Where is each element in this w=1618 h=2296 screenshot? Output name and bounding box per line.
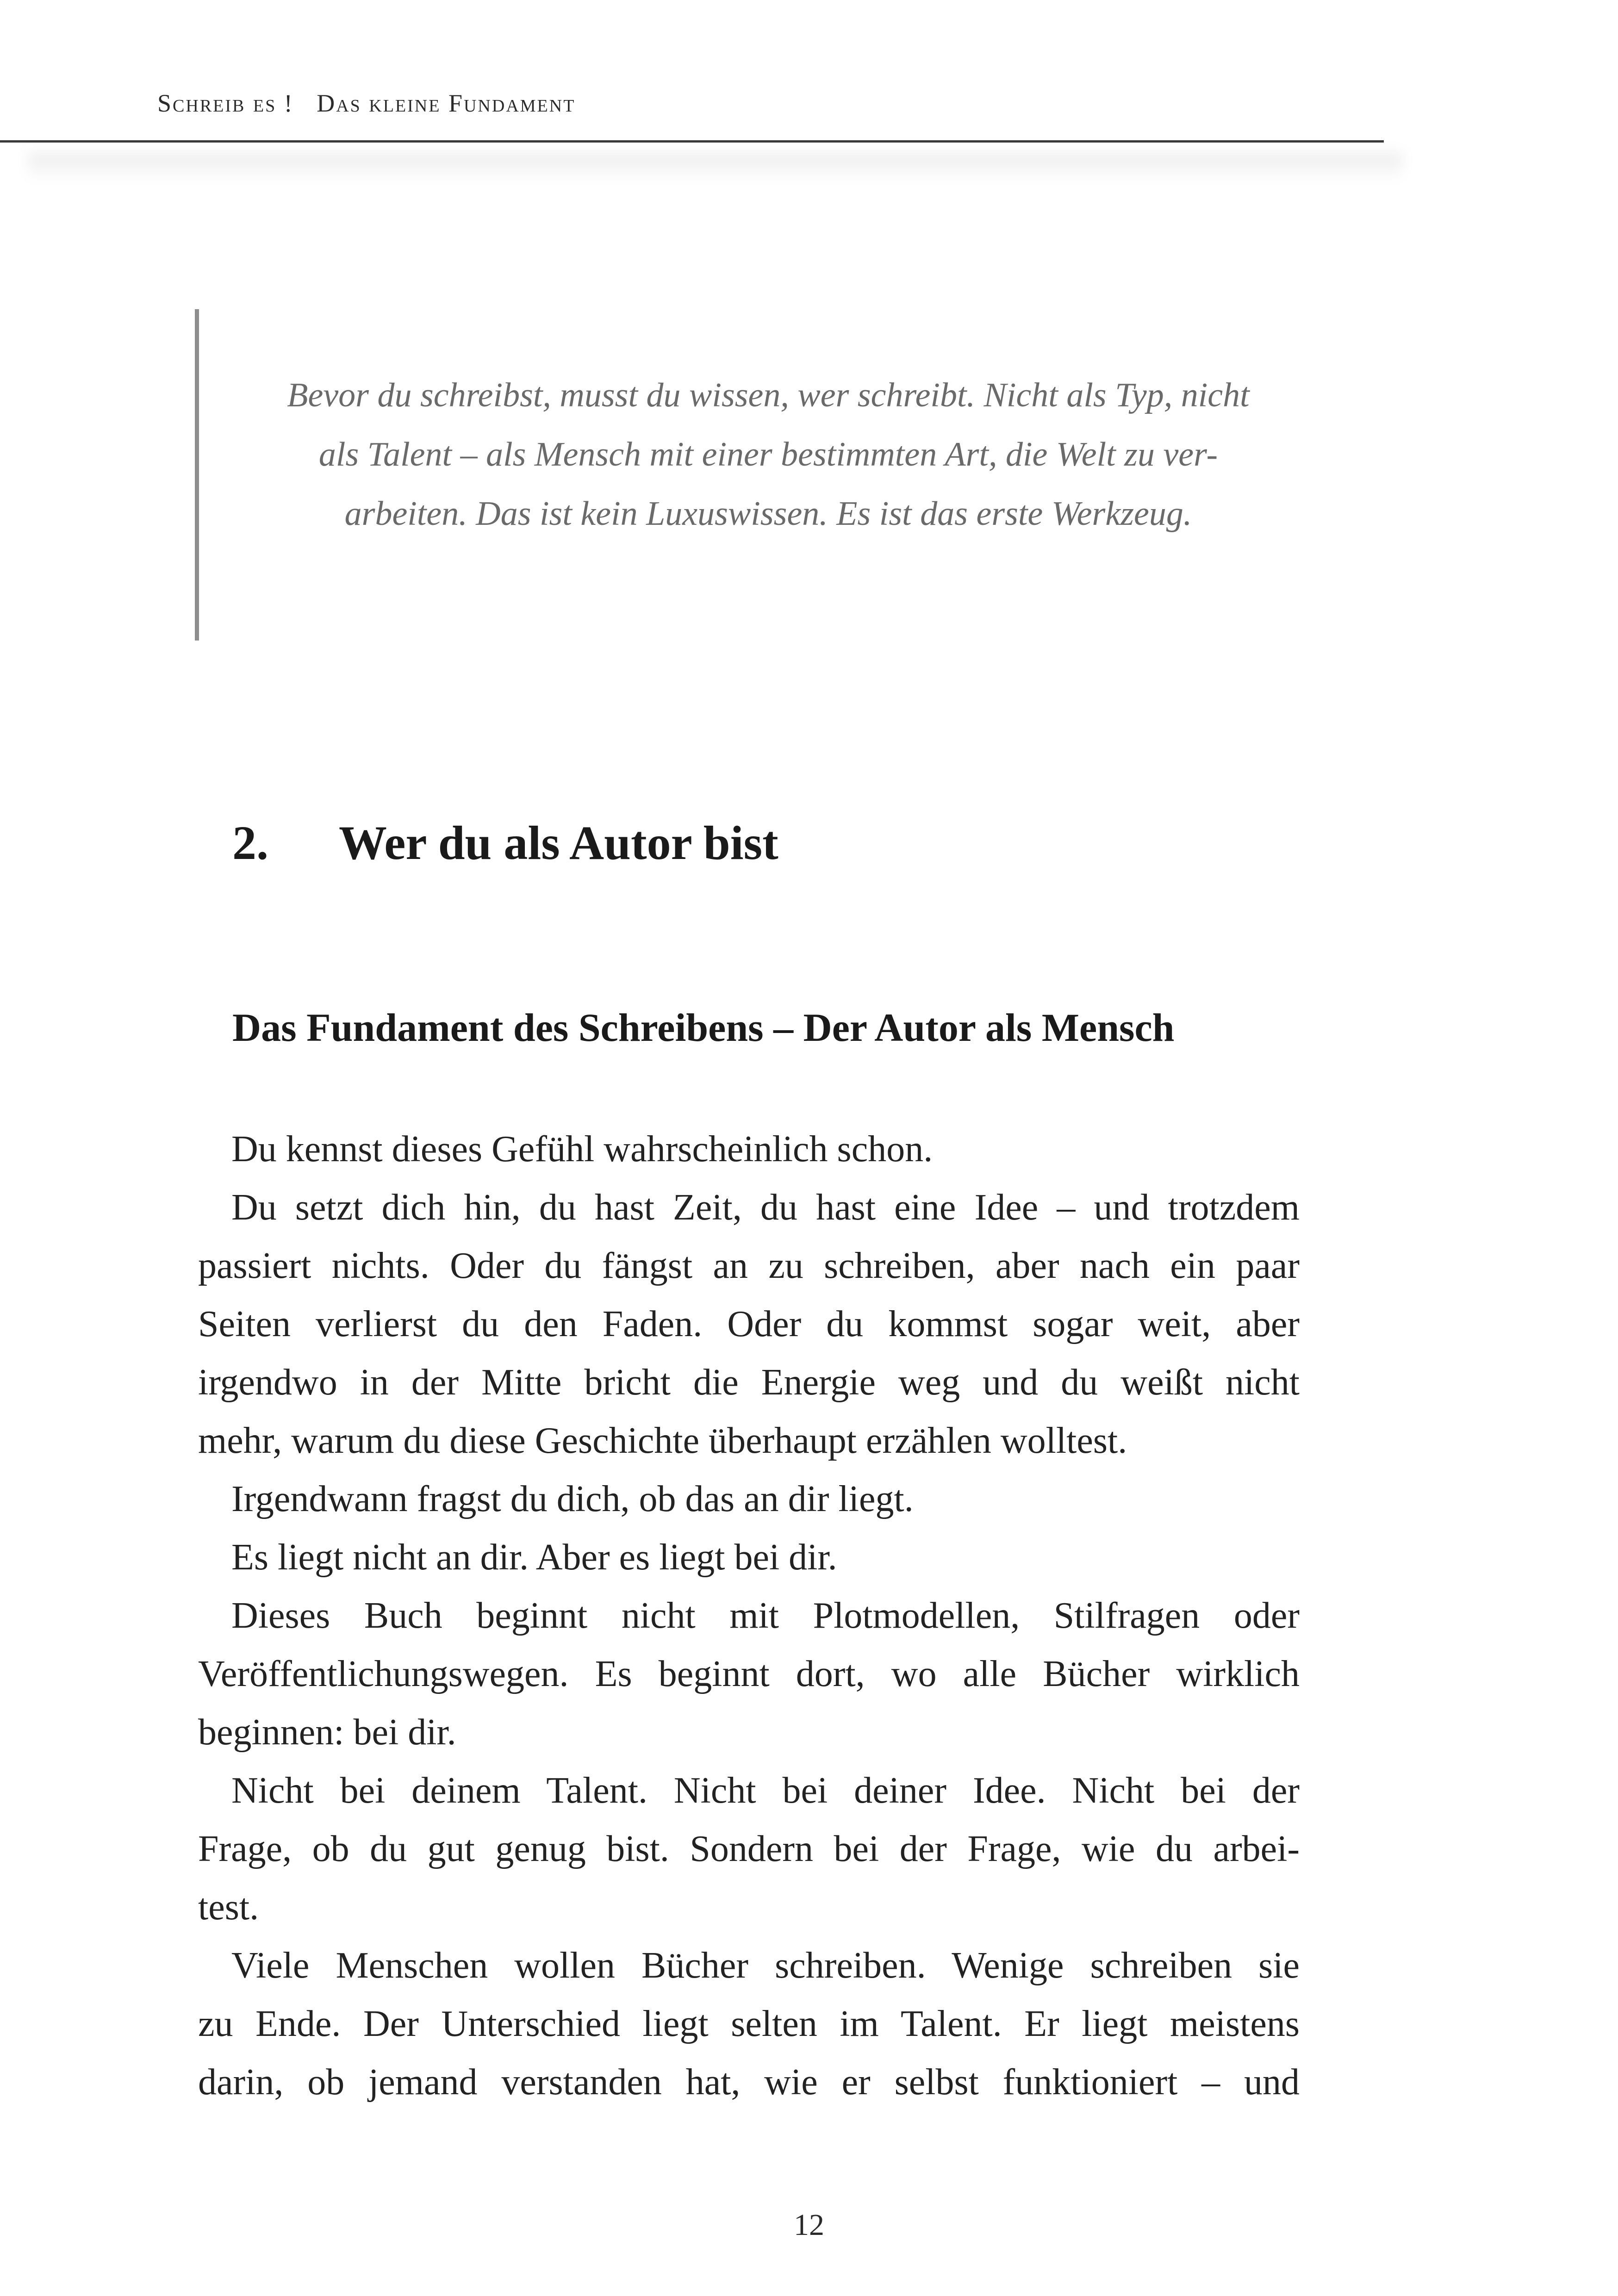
epigraph bbox=[218, 366, 1319, 543]
epigraph-line: als Talent – als Mensch mit einer bestimmten Art, die Welt zu ver- bbox=[318, 436, 1218, 473]
body-line: mehr, warum du diese Geschichte überhaupt erzählen wolltest. bbox=[198, 1420, 1127, 1461]
body-line: Seiten verlierst du den Faden. Oder du kommst sogar weit, aber bbox=[198, 1304, 1300, 1344]
body-line: Irgendwann fragst du dich, ob das an dir liegt. bbox=[231, 1479, 914, 1519]
body-line: passiert nichts. Oder du fängst an zu schreiben, aber nach ein paar bbox=[198, 1245, 1300, 1286]
section-heading: Das Fundament des Schreibens – Der Autor als Mensch bbox=[232, 1005, 1175, 1050]
body-line: test. bbox=[198, 1887, 259, 1928]
body-line: Nicht bei deinem Talent. Nicht bei deiner Idee. Nicht bei der bbox=[231, 1770, 1300, 1811]
page-number: 12 bbox=[794, 2208, 824, 2242]
epigraph-line: arbeiten. Das ist kein Luxuswissen. Es ist das erste Werkzeug. bbox=[344, 495, 1192, 533]
chapter-title: Wer du als Autor bist bbox=[339, 816, 778, 870]
body-line: darin, ob jemand verstanden hat, wie er selbst funktioniert – und bbox=[198, 2062, 1300, 2103]
body-line: beginnen: bei dir. bbox=[198, 1712, 456, 1753]
body-line: Veröffentlichungswegen. Es beginnt dort, wo alle Bücher wirklich bbox=[198, 1654, 1300, 1694]
body-line: Frage, ob du gut genug bist. Sondern bei der Frage, wie du arbei- bbox=[198, 1829, 1300, 1869]
body-line: Du kennst dieses Gefühl wahrscheinlich schon. bbox=[231, 1129, 933, 1170]
chapter-heading bbox=[232, 815, 778, 871]
body-line: Es liegt nicht an dir. Aber es liegt bei dir. bbox=[231, 1537, 837, 1578]
running-header: Schreib es ! Das kleine Fundament bbox=[157, 89, 576, 117]
epigraph-line: Bevor du schreibst, musst du wissen, wer schreibt. Nicht als Typ, nicht bbox=[287, 376, 1250, 414]
header-rule bbox=[0, 140, 1384, 143]
header-shadow bbox=[28, 153, 1402, 180]
body-line: irgendwo in der Mitte bricht die Energie weg und du weißt nicht bbox=[198, 1362, 1300, 1403]
body-line: zu Ende. Der Unterschied liegt selten im Talent. Er liegt meistens bbox=[198, 2004, 1300, 2044]
body-line: Viele Menschen wollen Bücher schreiben. Wenige schreiben sie bbox=[231, 1945, 1300, 1986]
body-line: Du setzt dich hin, du hast Zeit, du hast eine Idee – und trotzdem bbox=[231, 1187, 1300, 1228]
chapter-number: 2. bbox=[232, 816, 268, 870]
body-text bbox=[198, 1120, 1300, 2111]
body-line: Dieses Buch beginnt nicht mit Plotmodellen, Stilfragen oder bbox=[231, 1595, 1300, 1636]
epigraph-bar bbox=[195, 309, 199, 641]
